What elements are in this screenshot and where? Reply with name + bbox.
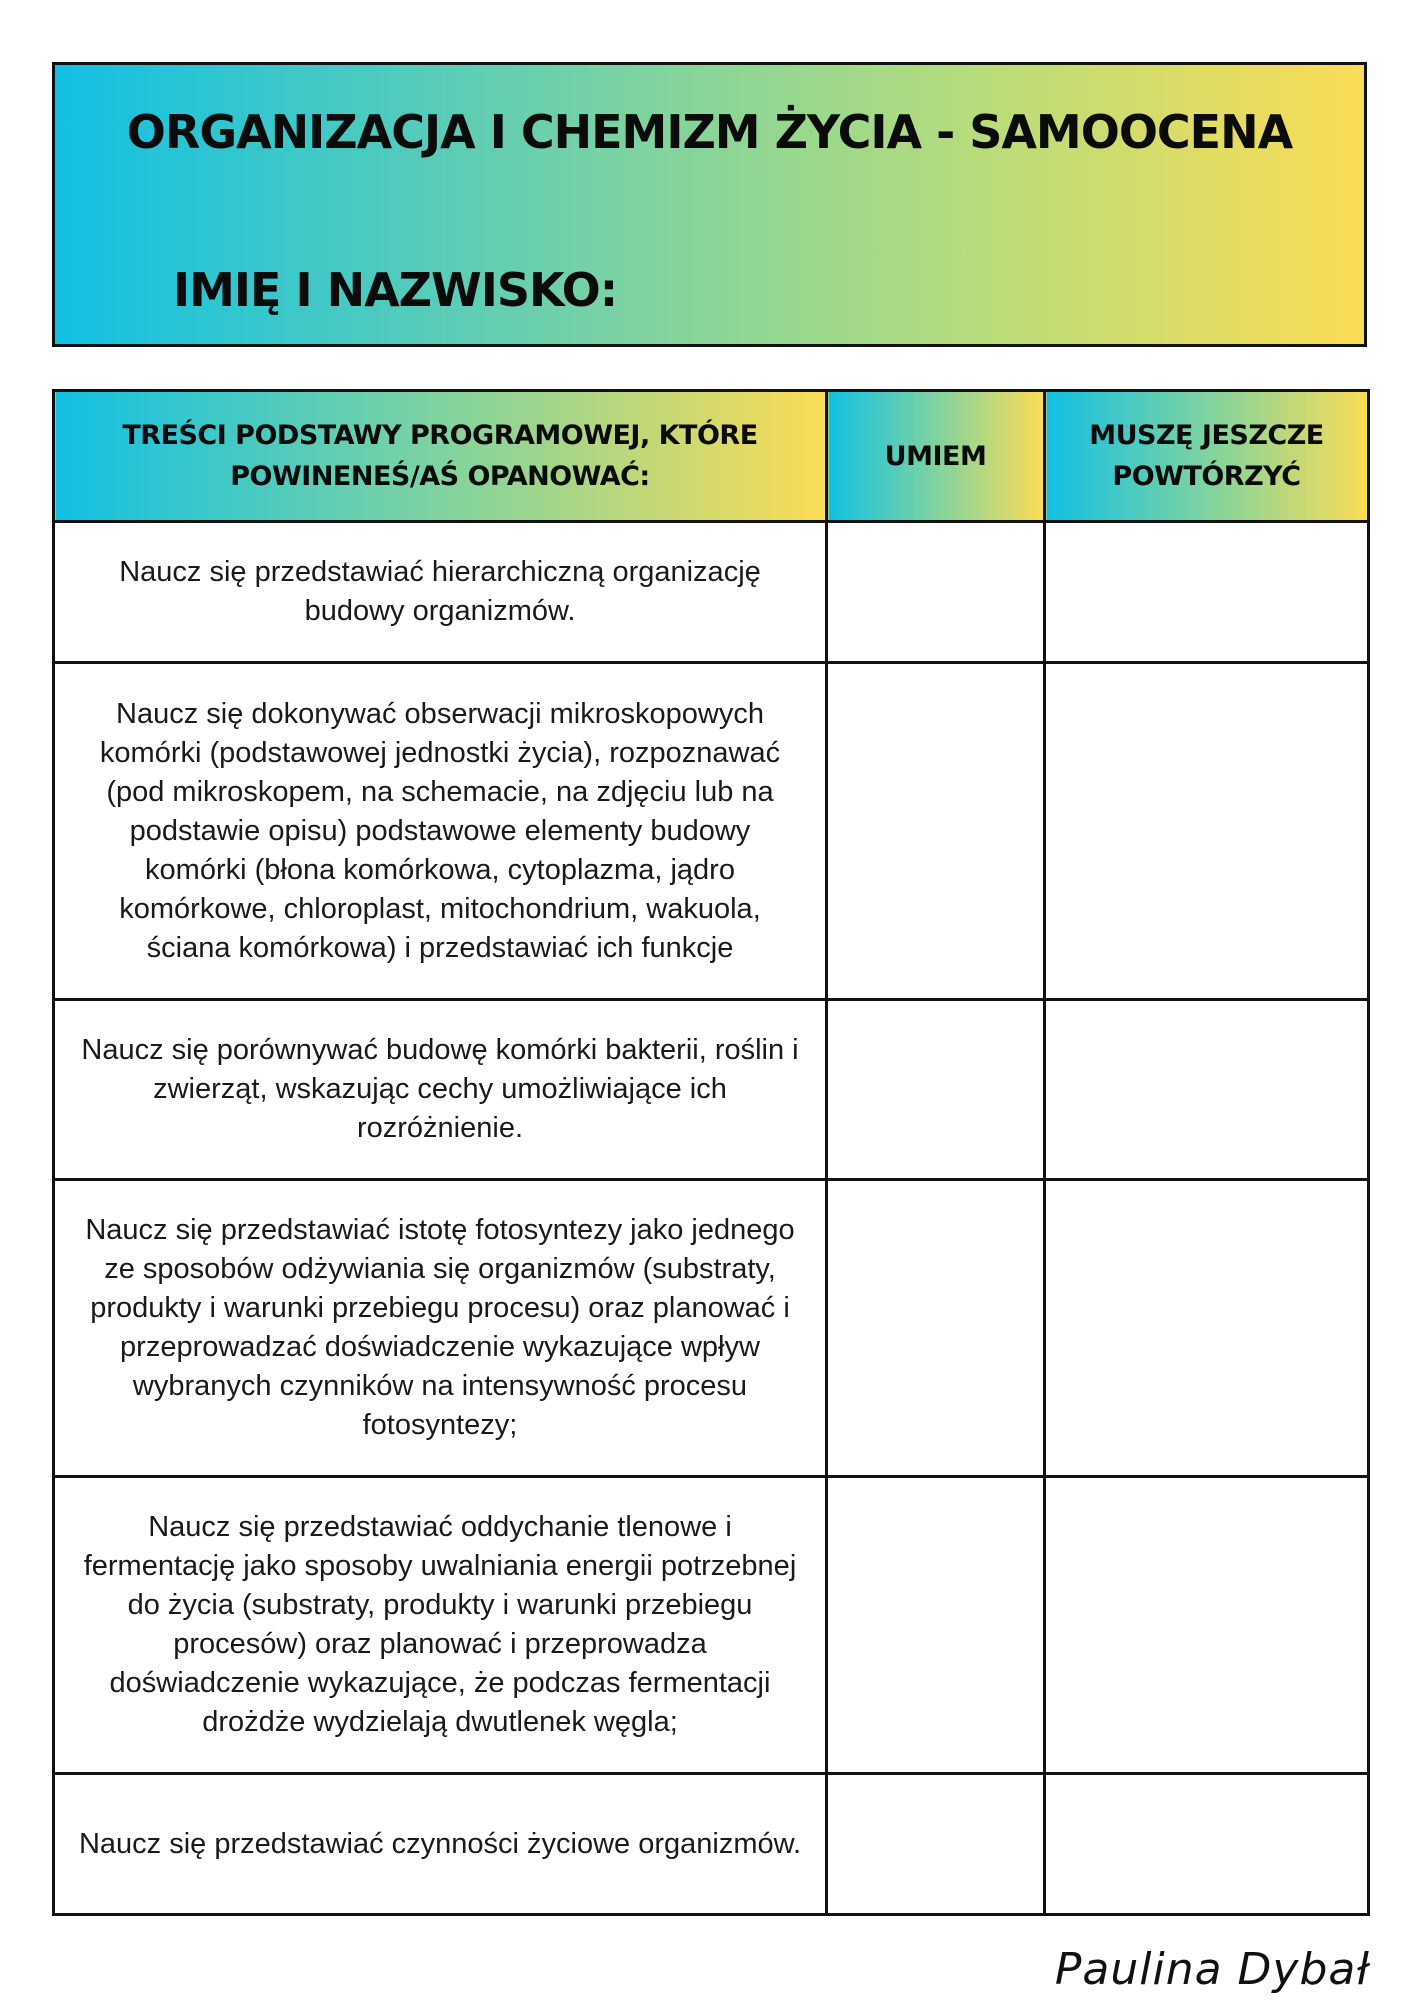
self-assessment-table (52, 389, 1370, 1916)
need-review-cell[interactable] (1045, 522, 1369, 663)
need-review-cell[interactable] (1045, 663, 1369, 1000)
i-know-cell[interactable] (827, 1477, 1045, 1774)
need-review-cell[interactable] (1045, 1774, 1369, 1915)
i-know-cell[interactable] (827, 522, 1045, 663)
topic-cell: Naucz się przedstawiać hierarchiczną organizację budowy organizmów. (54, 522, 827, 663)
column-header-i-know: UMIEM (827, 391, 1045, 522)
topic-cell: Naucz się przedstawiać istotę fotosyntezy jako jednego ze sposobów odżywiania się organizmów (substraty, produkty i warunki przebiegu procesu) oraz planować i przeprowadzać doświadczenie wykazujące wpływ wybranych czynników na intensywność procesu fotosyntezy; (54, 1180, 827, 1477)
page-title: ORGANIZACJA I CHEMIZM ŻYCIA - SAMOOCENA (126, 105, 1293, 159)
table-row (54, 1774, 1369, 1915)
topic-cell: Naucz się przedstawiać oddychanie tlenowe i fermentację jako sposoby uwalniania energii potrzebnej do życia (substraty, produkty i warunki przebiegu procesów) oraz planować i przeprowadza doświadczenie wykazujące, że podczas fermentacji drożdże wydzielają dwutlenek węgla; (54, 1477, 827, 1774)
table-row (54, 1477, 1369, 1774)
column-header-topics: TREŚCI PODSTAWY PROGRAMOWEJ, KTÓRE POWINENEŚ/AŚ OPANOWAĆ: (54, 391, 827, 522)
i-know-cell[interactable] (827, 1180, 1045, 1477)
column-header-need-review: MUSZĘ JESZCZE POWTÓRZYĆ (1045, 391, 1369, 522)
topic-cell: Naucz się porównywać budowę komórki bakterii, roślin i zwierząt, wskazując cechy umożliwiające ich rozróżnienie. (54, 1000, 827, 1180)
table-row (54, 1000, 1369, 1180)
topic-cell: Naucz się przedstawiać czynności życiowe organizmów. (54, 1774, 827, 1915)
table-row (54, 522, 1369, 663)
author-signature: Paulina Dybał (1054, 1944, 1370, 1995)
need-review-cell[interactable] (1045, 1000, 1369, 1180)
i-know-cell[interactable] (827, 663, 1045, 1000)
header-banner (52, 62, 1367, 347)
i-know-cell[interactable] (827, 1774, 1045, 1915)
need-review-cell[interactable] (1045, 1477, 1369, 1774)
table-row (54, 663, 1369, 1000)
table-header-row (54, 391, 1369, 522)
need-review-cell[interactable] (1045, 1180, 1369, 1477)
table-row (54, 1180, 1369, 1477)
i-know-cell[interactable] (827, 1000, 1045, 1180)
topic-cell: Naucz się dokonywać obserwacji mikroskopowych komórki (podstawowej jednostki życia), rozpoznawać (pod mikroskopem, na schemacie, na zdjęciu lub na podstawie opisu) podstawowe elementy budowy komórki (błona komórkowa, cytoplazma, jądro komórkowe, chloroplast, mitochondrium, wakuola, ściana komórkowa) i przedstawiać ich funkcje (54, 663, 827, 1000)
name-label: IMIĘ I NAZWISKO: (173, 263, 618, 317)
